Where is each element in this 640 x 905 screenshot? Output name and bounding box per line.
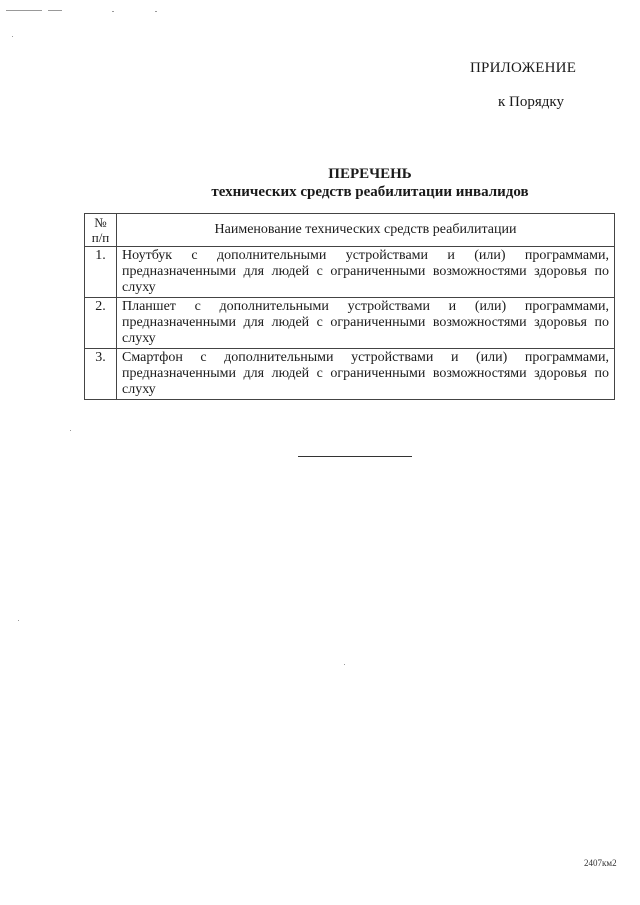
scan-mark <box>70 430 71 431</box>
end-of-document-line <box>298 456 412 457</box>
scan-mark <box>48 10 62 11</box>
document-code: 2407км2 <box>584 858 617 868</box>
table-row <box>85 247 615 298</box>
row-name: Планшет с дополнительными устройствами и (или) программами, предназначенными для людей с ограниченными возможностями здоровья по слуху <box>117 298 615 349</box>
table-header-row <box>85 214 615 247</box>
scan-mark <box>155 11 157 12</box>
column-header-number: № п/п <box>85 214 117 247</box>
row-name: Ноутбук с дополнительными устройствами и (или) программами, предназначенными для людей с ограниченными возможностями здоровья по слуху <box>117 247 615 298</box>
appendix-label: ПРИЛОЖЕНИЕ <box>470 60 577 76</box>
table-row <box>85 349 615 400</box>
column-header-name: Наименование технических средств реабилитации <box>117 214 615 247</box>
row-number: 3. <box>85 349 117 400</box>
scan-mark <box>18 620 19 621</box>
row-number: 1. <box>85 247 117 298</box>
table-row <box>85 298 615 349</box>
row-number: 2. <box>85 298 117 349</box>
document-subtitle: технических средств реабилитации инвалидов <box>211 184 529 200</box>
row-name: Смартфон с дополнительными устройствами и (или) программами, предназначенными для людей с ограниченными возможностями здоровья по слуху <box>117 349 615 400</box>
scan-mark <box>12 36 13 37</box>
scan-mark <box>344 664 345 665</box>
rehabilitation-means-table <box>84 213 615 400</box>
document-title: ПЕРЕЧЕНЬ <box>328 166 412 182</box>
scan-mark <box>6 10 42 11</box>
appendix-reference: к Порядку <box>498 94 564 110</box>
scan-mark <box>112 11 114 12</box>
